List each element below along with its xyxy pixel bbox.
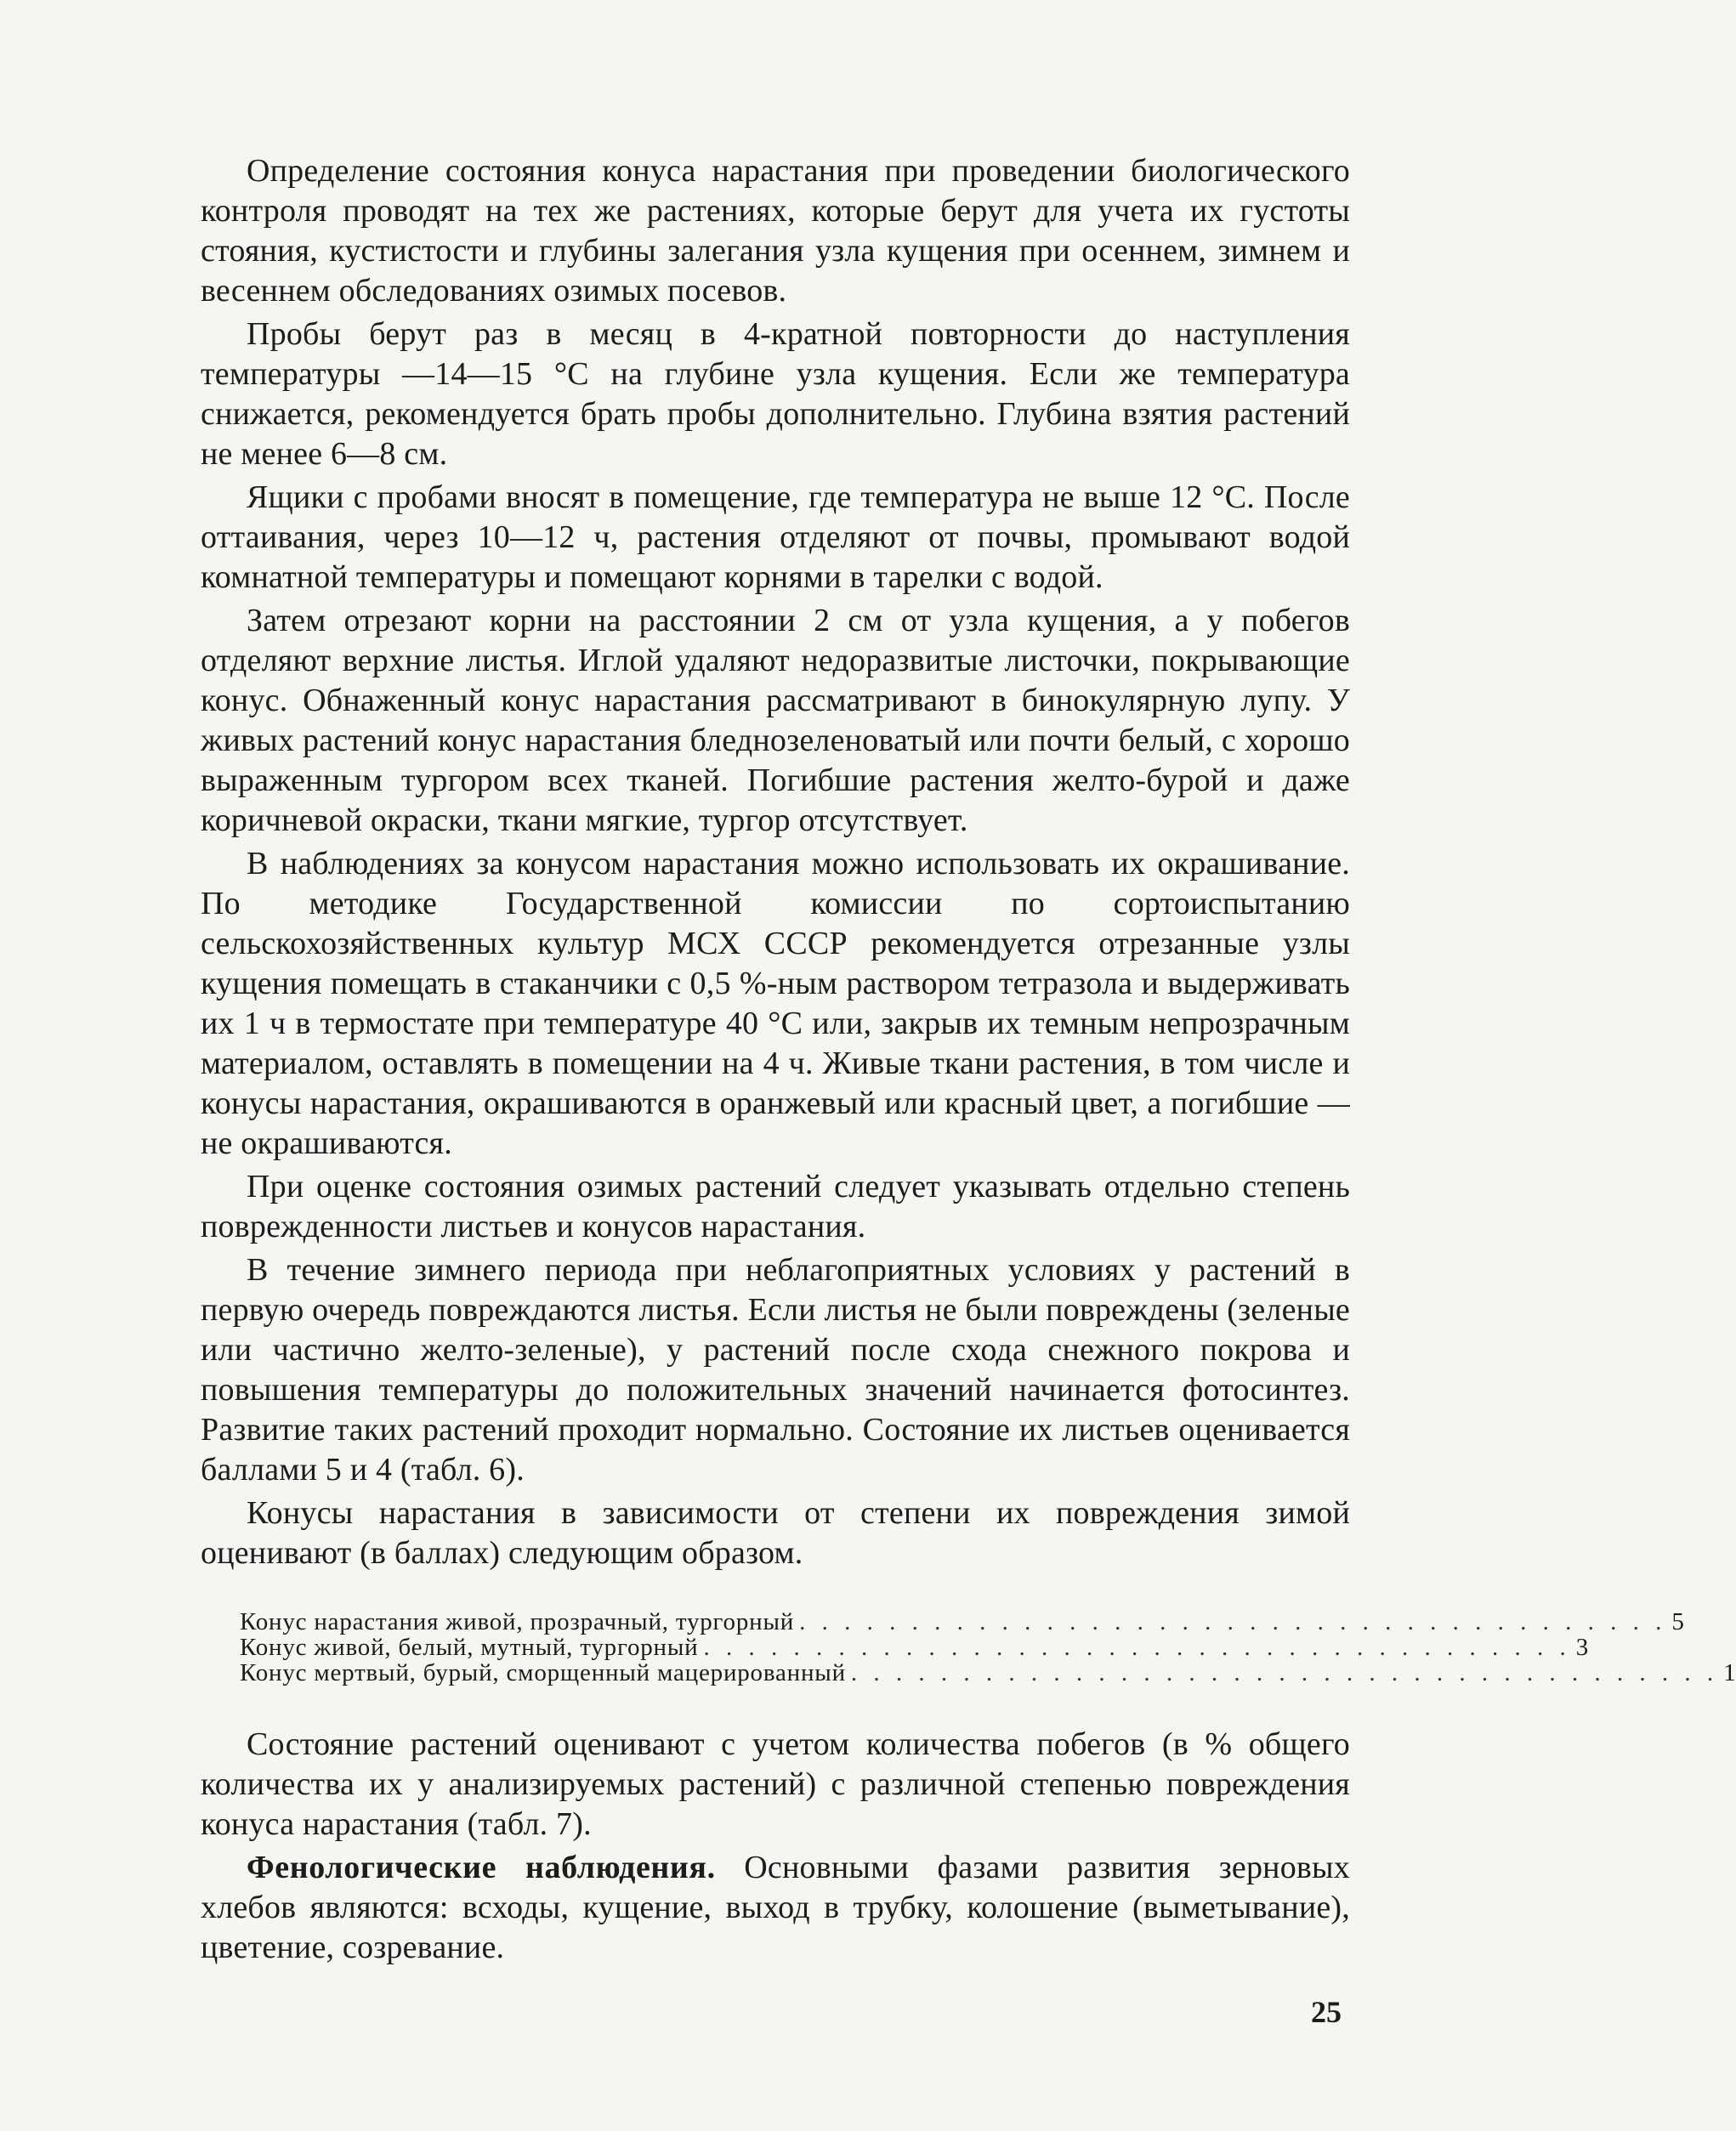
paragraph-cutting-roots: Затем отрезают корни на расстоянии 2 см от узла кущения, а у побегов отделяют верхние листья. Иглой удаляют недоразвитые листочки, покрывающие конус. Обнаженный конус нарастания рассматривают в бинокулярную лупу. У живых растений конус нарастания бледнозеленоватый или почти белый, с хорошо выраженным тургором всех тканей. Погибшие растения желто-бурой и даже коричневой окраски, ткани мягкие, тургор отсутствует. — [201, 603, 1350, 838]
paragraph-sample-boxes: Ящики с пробами вносят в помещение, где температура не выше 12 °С. После оттаивания, через 10—12 ч, растения отделяют от почвы, промывают водой комнатной температуры и помещают корнями в тарелки с водой. — [201, 479, 1350, 595]
page-number: 25 — [1311, 1995, 1342, 2029]
dot-leader: . . . . . . . . . . . . . . . . . . . . . . . . . . . . . . . . . . . . . . . — [850, 1659, 1719, 1686]
phenology-text: Основными фазами развития зерновых хлебов являются: всходы, кущение, выход в трубку, колошение (выметывание), цветение, созревание. — [201, 1850, 1350, 1965]
score-row — [240, 1659, 1736, 1686]
paragraph-shoot-count: Состояние растений оценивают с учетом количества побегов (в % общего количества их у анализируемых растений) с различной степенью повреждения конуса нарастания (табл. 7). — [201, 1726, 1350, 1842]
score-label: Конус мертвый, бурый, сморщенный мацерированный — [240, 1659, 846, 1686]
paragraph-sampling: Пробы берут раз в месяц в 4-кратной повторности до наступления температуры —14—15 °С на глубине узла кущения. Если же температура снижается, рекомендуется брать пробы дополнительно. Глубина взятия растений не менее 6—8 см. — [201, 316, 1350, 472]
paragraph-assessment: При оценке состояния озимых растений следует указывать отдельно степень поврежденности листьев и конусов нарастания. — [201, 1169, 1350, 1244]
score-list — [201, 1608, 1736, 1686]
paragraph-winter-period: В течение зимнего периода при неблагоприятных условиях у растений в первую очередь повреждаются листья. Если листья не были повреждены (зеленые или частично желто-зеленые), у растений после схода снежного покрова и повышения температуры до положительных значений начинается фотосинтез. Развитие таких растений проходит нормально. Состояние их листьев оценивается баллами 5 и 4 (табл. 6). — [201, 1252, 1350, 1488]
paragraph-cone-scoring-intro: Конусы нарастания в зависимости от степени их повреждения зимой оценивают (в баллах) следующим образом. — [201, 1495, 1350, 1571]
paragraph-phenology — [201, 1848, 1350, 1968]
score-value: 5 — [1671, 1608, 1685, 1635]
page-body — [201, 151, 1736, 1971]
score-label: Конус нарастания живой, прозрачный, тургорный — [240, 1608, 795, 1635]
score-value: 3 — [1575, 1634, 1590, 1661]
score-row — [240, 1608, 1685, 1635]
paragraph-staining: В наблюдениях за конусом нарастания можно использовать их окрашивание. По методике Государственной комиссии по сортоиспытанию сельскохозяйственных культур МСХ СССР рекомендуется отрезанные узлы кущения помещать в стаканчики с 0,5 %-ным раствором тетразола и выдерживать их 1 ч в термостате при температуре 40 °С или, закрыв их темным непрозрачным материалом, оставлять в помещении на 4 ч. Живые ткани растения, в том числе и конусы нарастания, окрашиваются в оранжевый или красный цвет, а погибшие — не окрашиваются. — [201, 846, 1350, 1161]
score-value: 1 — [1723, 1659, 1736, 1686]
paragraph-cone-determination: Определение состояния конуса нарастания при проведении биологического контроля проводят на тех же растениях, которые берут для учета их густоты стояния, кустистости и глубины залегания узла кущения при осеннем, зимнем и весеннем обследованиях озимых посевов. — [201, 153, 1350, 309]
dot-leader: . . . . . . . . . . . . . . . . . . . . . . . . . . . . . . . . . . . . . . . — [799, 1608, 1667, 1635]
dot-leader: . . . . . . . . . . . . . . . . . . . . . . . . . . . . . . . . . . . . . . . — [703, 1634, 1571, 1661]
score-row — [240, 1634, 1590, 1661]
section-lead-phenology: Фенологические наблюдения. — [247, 1850, 716, 1885]
score-label: Конус живой, белый, мутный, тургорный — [240, 1634, 699, 1661]
